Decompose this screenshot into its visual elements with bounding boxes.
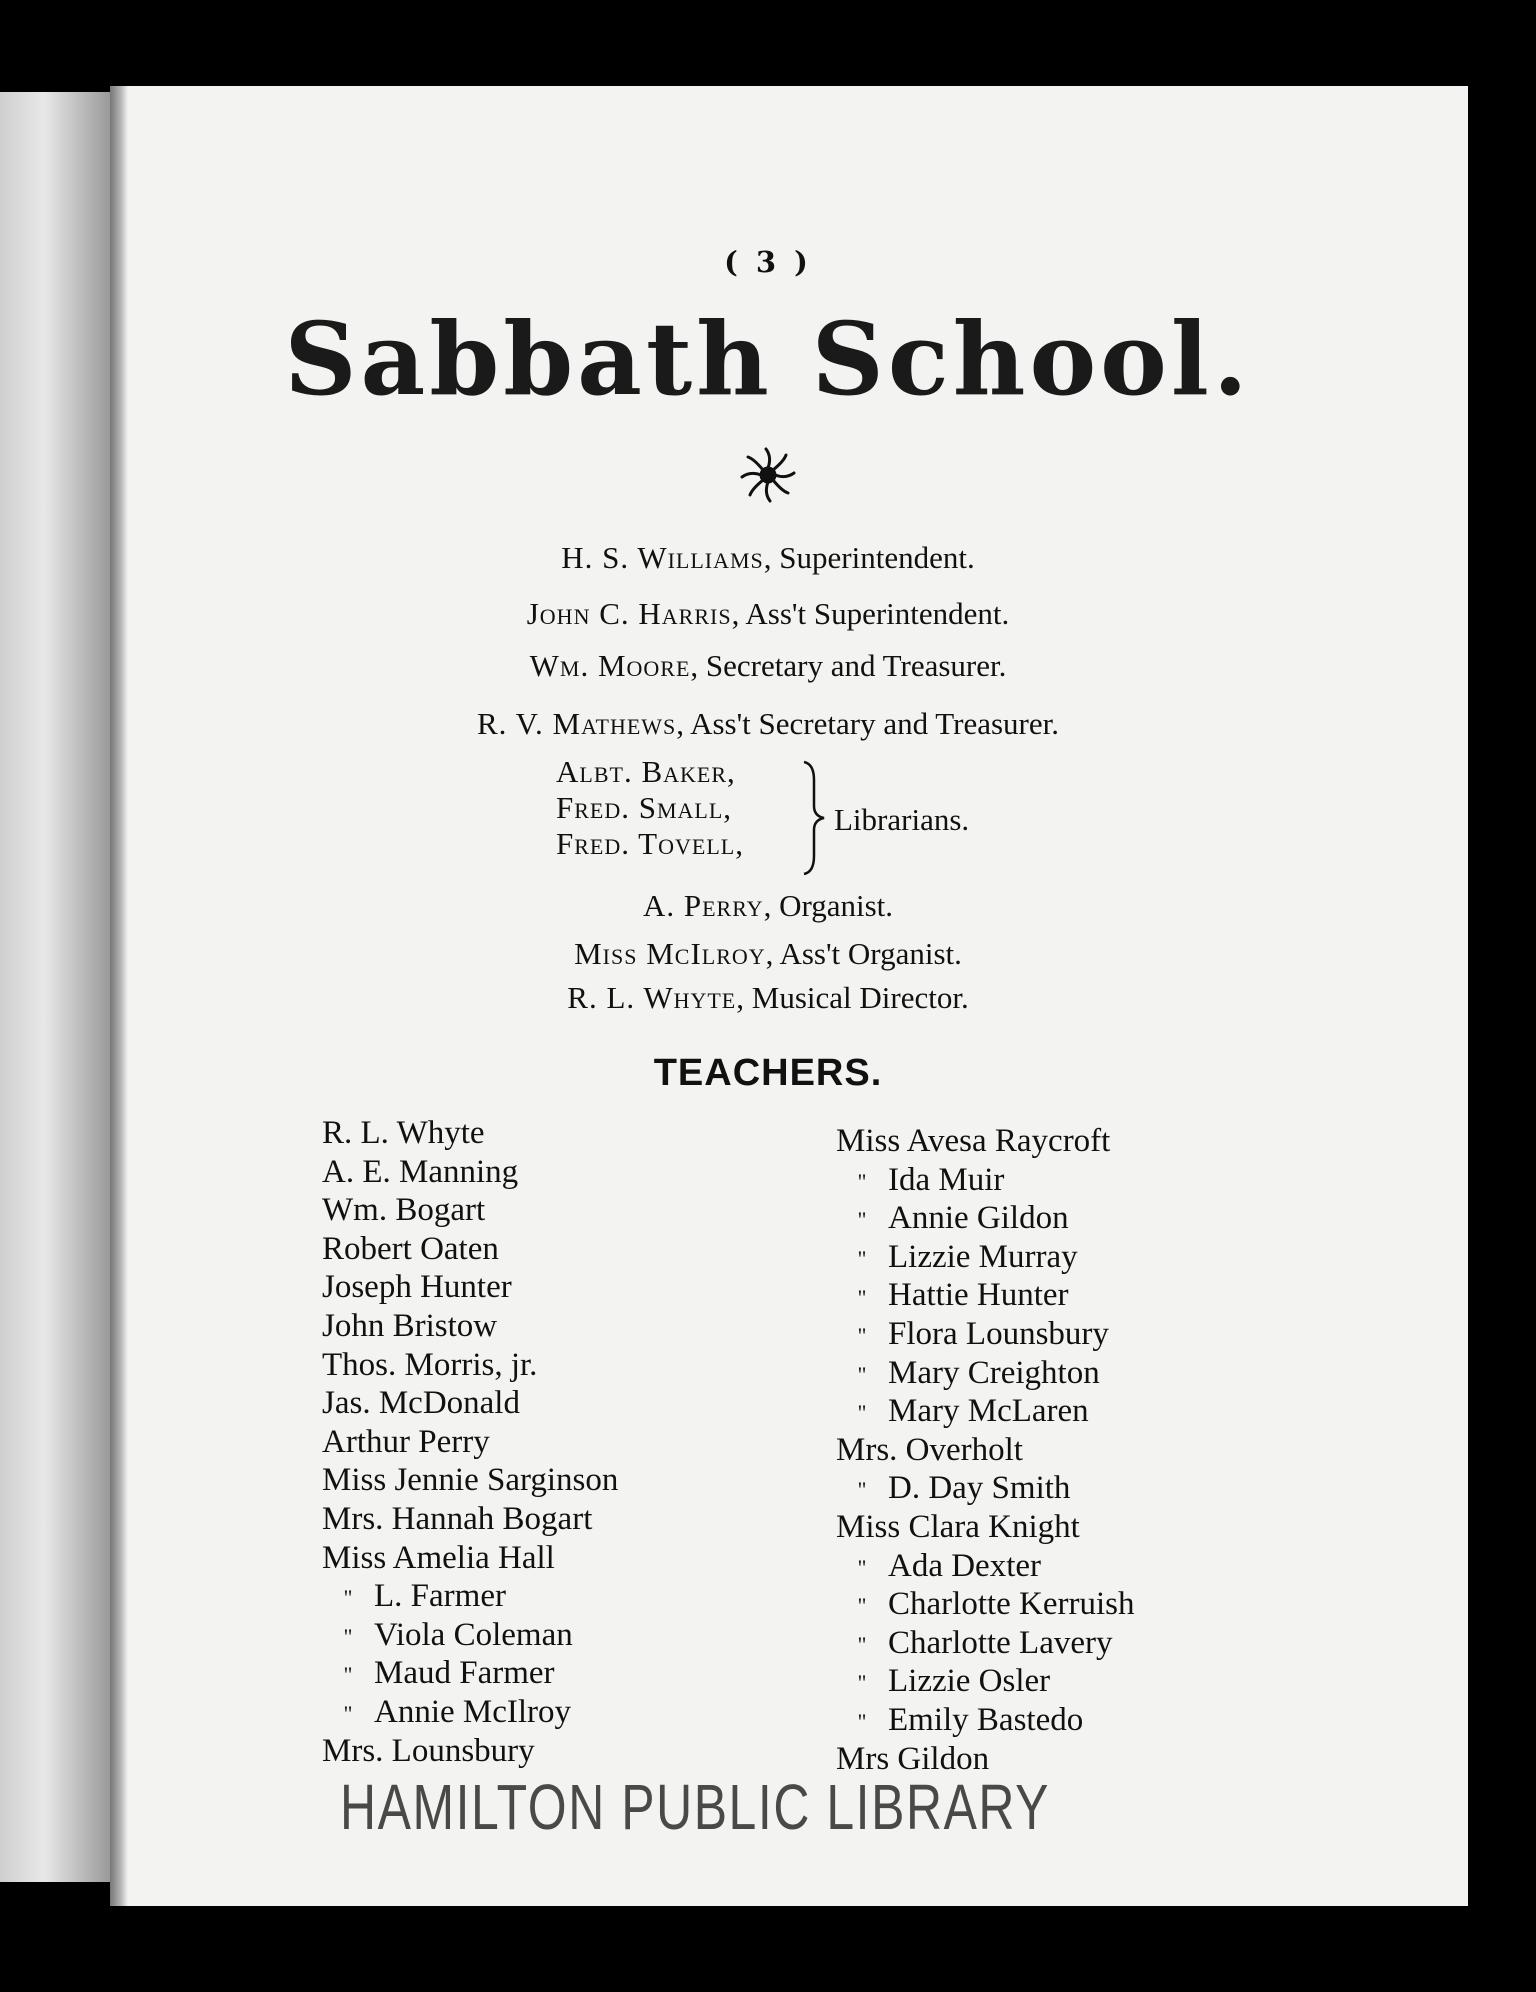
teacher-entry bbox=[836, 1315, 1135, 1354]
teacher-name: John Bristow bbox=[322, 1307, 498, 1344]
ditto-mark: " bbox=[857, 1477, 867, 1503]
teacher-entry bbox=[322, 1732, 618, 1771]
teacher-entry bbox=[322, 1153, 618, 1192]
officer-role: , Secretary and Treasurer. bbox=[690, 648, 1007, 683]
teacher-entry bbox=[322, 1500, 618, 1539]
teacher-entry bbox=[836, 1199, 1135, 1238]
library-stamp: HAMILTON PUBLIC LIBRARY bbox=[340, 1771, 1050, 1843]
teacher-name: Miss Amelia Hall bbox=[322, 1539, 555, 1576]
ditto-mark: " bbox=[343, 1623, 353, 1649]
teacher-name: Arthur Perry bbox=[322, 1423, 490, 1460]
teacher-name: Ida Muir bbox=[888, 1161, 1005, 1198]
ditto-mark: " bbox=[857, 1284, 867, 1310]
teacher-name: Lizzie Murray bbox=[888, 1238, 1078, 1275]
teacher-entry bbox=[836, 1547, 1135, 1586]
officer-line bbox=[0, 980, 1536, 1016]
teacher-name: Mrs. Hannah Bogart bbox=[322, 1500, 593, 1537]
ditto-mark: " bbox=[343, 1662, 353, 1688]
teacher-entry bbox=[322, 1268, 618, 1307]
teacher-entry bbox=[836, 1354, 1135, 1393]
officer-line bbox=[0, 540, 1536, 576]
teacher-name: Annie McIlroy bbox=[374, 1693, 572, 1730]
teacher-name: Thos. Morris, jr. bbox=[322, 1346, 538, 1383]
asterism-ornament-icon bbox=[738, 445, 798, 505]
officer-role: , Ass't Organist. bbox=[765, 936, 962, 971]
teacher-name: Mary Creighton bbox=[888, 1354, 1100, 1391]
teachers-right-column bbox=[836, 1122, 1135, 1778]
librarians-role: Librarians. bbox=[834, 802, 970, 837]
librarian-name: Albt. Baker, bbox=[556, 754, 736, 789]
teacher-entry bbox=[322, 1616, 618, 1655]
teacher-name: Miss Jennie Sarginson bbox=[322, 1462, 619, 1499]
teacher-name: Miss Avesa Raycroft bbox=[836, 1123, 1111, 1159]
teacher-entry bbox=[836, 1122, 1135, 1161]
teacher-entry bbox=[836, 1392, 1135, 1431]
teacher-entry bbox=[836, 1238, 1135, 1277]
teachers-heading: TEACHERS. bbox=[653, 1052, 883, 1094]
teacher-name: A. E. Manning bbox=[322, 1153, 519, 1190]
teacher-entry bbox=[322, 1114, 618, 1153]
ditto-mark: " bbox=[857, 1361, 867, 1387]
teacher-entry bbox=[322, 1230, 618, 1269]
teacher-name: Wm. Bogart bbox=[322, 1192, 486, 1229]
teacher-entry bbox=[322, 1423, 618, 1462]
page-number: ( 3 ) bbox=[724, 245, 812, 279]
officer-role: , Ass't Superintendent. bbox=[731, 596, 1010, 631]
teacher-entry bbox=[836, 1161, 1135, 1200]
teacher-entry bbox=[836, 1276, 1135, 1315]
officer-line bbox=[0, 596, 1536, 632]
teacher-name: D. Day Smith bbox=[888, 1470, 1071, 1507]
teacher-entry bbox=[836, 1431, 1135, 1470]
teacher-name: Lizzie Osler bbox=[888, 1663, 1051, 1700]
ditto-mark: " bbox=[857, 1593, 867, 1619]
teacher-entry bbox=[836, 1624, 1135, 1663]
teacher-name: Miss Clara Knight bbox=[836, 1508, 1080, 1545]
officer-line bbox=[0, 706, 1536, 742]
officer-name: Wm. Moore bbox=[529, 648, 691, 683]
teacher-entry bbox=[322, 1693, 618, 1732]
ditto-mark: " bbox=[857, 1400, 867, 1426]
teacher-name: Ada Dexter bbox=[888, 1547, 1042, 1584]
officer-role: , Musical Director. bbox=[736, 980, 969, 1015]
officer-name: R. V. Mathews bbox=[477, 706, 677, 741]
teachers-left-column bbox=[322, 1114, 618, 1770]
teacher-name: Flora Lounsbury bbox=[888, 1315, 1109, 1352]
ditto-mark: " bbox=[857, 1554, 867, 1580]
teacher-entry bbox=[322, 1654, 618, 1693]
ditto-mark: " bbox=[343, 1701, 353, 1727]
teacher-name: Joseph Hunter bbox=[322, 1269, 512, 1306]
curly-brace-icon bbox=[800, 760, 830, 876]
officer-line bbox=[0, 648, 1536, 684]
librarian-name: Fred. Small, bbox=[556, 790, 733, 825]
teacher-name: Viola Coleman bbox=[374, 1616, 573, 1653]
teacher-entry bbox=[322, 1384, 618, 1423]
teacher-name: Mrs. Overholt bbox=[836, 1431, 1023, 1468]
teacher-name: R. L. Whyte bbox=[322, 1115, 485, 1151]
officer-role: , Organist. bbox=[763, 888, 894, 923]
teacher-name: Mary McLaren bbox=[888, 1393, 1089, 1430]
officer-name: H. S. Williams bbox=[561, 540, 764, 575]
teacher-entry bbox=[836, 1701, 1135, 1740]
ditto-mark: " bbox=[857, 1168, 867, 1194]
librarian-name: Fred. Tovell, bbox=[556, 826, 744, 861]
officer-role: , Superintendent. bbox=[763, 540, 975, 575]
teacher-entry bbox=[322, 1539, 618, 1578]
ditto-mark: " bbox=[857, 1323, 867, 1349]
teacher-entry bbox=[836, 1469, 1135, 1508]
ditto-mark: " bbox=[343, 1585, 353, 1611]
teacher-name: L. Farmer bbox=[374, 1578, 506, 1615]
officer-name: R. L. Whyte bbox=[567, 980, 737, 1015]
teacher-entry bbox=[322, 1577, 618, 1616]
officer-name: A. Perry bbox=[642, 888, 764, 923]
ditto-mark: " bbox=[857, 1207, 867, 1233]
officer-name: Miss McIlroy bbox=[574, 936, 766, 971]
officer-line bbox=[0, 888, 1536, 924]
teacher-entry bbox=[322, 1191, 618, 1230]
teacher-entry bbox=[836, 1662, 1135, 1701]
librarian-names bbox=[556, 754, 744, 862]
ditto-mark: " bbox=[857, 1709, 867, 1735]
teacher-entry bbox=[836, 1508, 1135, 1547]
teacher-entry bbox=[322, 1307, 618, 1346]
ditto-mark: " bbox=[857, 1245, 867, 1271]
officer-name: John C. Harris bbox=[526, 596, 732, 631]
ditto-mark: " bbox=[857, 1670, 867, 1696]
page-title: Sabbath School. bbox=[284, 300, 1252, 418]
teacher-name: Mrs. Lounsbury bbox=[322, 1732, 535, 1769]
teacher-name: Charlotte Kerruish bbox=[888, 1586, 1135, 1623]
teacher-entry bbox=[322, 1461, 618, 1500]
ditto-mark: " bbox=[857, 1631, 867, 1657]
teacher-entry bbox=[836, 1585, 1135, 1624]
officer-line bbox=[0, 936, 1536, 972]
teacher-name: Hattie Hunter bbox=[888, 1277, 1069, 1314]
teacher-name: Maud Farmer bbox=[374, 1655, 555, 1692]
teacher-name: Emily Bastedo bbox=[888, 1701, 1084, 1738]
teacher-name: Charlotte Lavery bbox=[888, 1624, 1113, 1661]
teacher-entry bbox=[322, 1346, 618, 1385]
officer-role: , Ass't Secretary and Treasurer. bbox=[676, 706, 1059, 741]
teacher-name: Annie Gildon bbox=[888, 1200, 1069, 1237]
teacher-name: Robert Oaten bbox=[322, 1230, 499, 1267]
teacher-name: Jas. McDonald bbox=[322, 1385, 520, 1422]
teacher-name: Mrs Gildon bbox=[836, 1740, 990, 1777]
